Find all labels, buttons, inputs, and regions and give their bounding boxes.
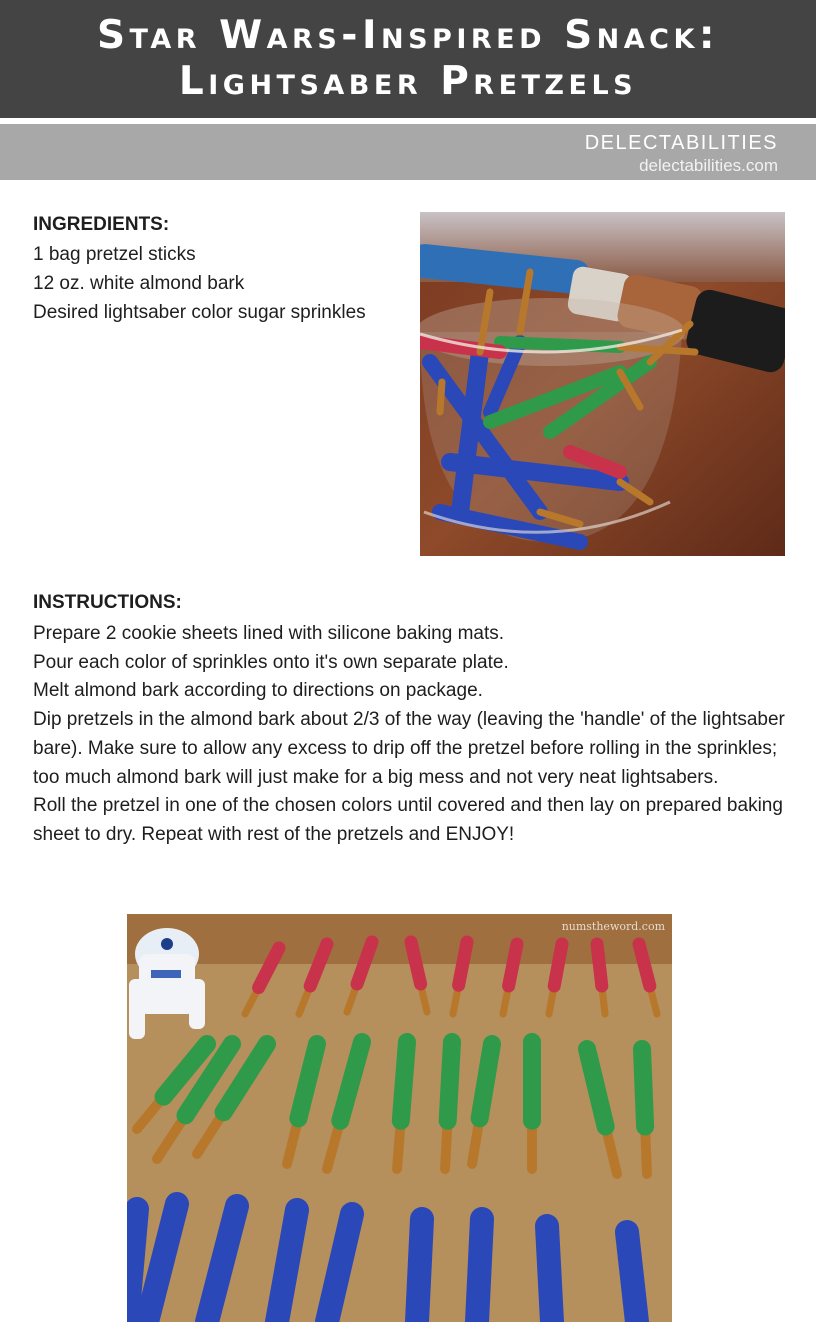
ingredients-heading: INGREDIENTS: [33,214,170,235]
coated-pretzel [509,944,517,986]
coated-pretzel [642,1049,645,1127]
coated-pretzel [554,944,562,986]
brand-name: DELECTABILITIES [584,132,778,154]
coated-pretzel [627,1232,637,1322]
photo-watermark: numstheword.com [561,920,665,933]
coated-pretzel [597,944,602,986]
coated-pretzel [401,1042,407,1121]
instruction-step: Pour each color of sprinkles onto it's own separate plate. [33,651,509,673]
coated-pretzel [448,1042,452,1121]
coated-pretzel [127,1209,137,1322]
coated-pretzel [477,1219,482,1322]
baking-sheet-illustration [127,914,672,1322]
page-title-line-2: Lightsaber Pretzels [178,59,638,104]
instructions-list [33,620,793,850]
coated-pretzel [417,1219,422,1322]
bowl-photo [420,212,785,556]
ingredient-item: 12 oz. white almond bark [33,273,245,294]
ingredient-item: 1 bag pretzel sticks [33,244,196,265]
brand-url: delectabilities.com [639,156,778,175]
instructions-heading: INSTRUCTIONS: [33,592,182,613]
coated-pretzel [459,942,467,985]
coated-pretzel [480,1044,492,1118]
ingredients-list [33,240,366,327]
instruction-step: Melt almond bark according to directions on package. [33,680,483,702]
baking-sheet-photo [127,914,672,1322]
coated-pretzel [547,1226,552,1322]
bowl-photo-illustration [420,212,785,556]
brand-banner [0,124,816,180]
page-title-line-1: Star Wars-Inspired Snack: [96,13,720,58]
instruction-step: Dip pretzels in the almond bark about 2/3 of the way (leaving the 'handle' of the lightsaber bare). Make sure to allow any excess to drip off the pretzel before rolling in the sprinkles; too much almond bark will just make for a big mess and not very neat lightsabers. [33,709,785,788]
instruction-step: Roll the pretzel in one of the chosen colors until covered and then lay on prepared baking sheet to dry. Repeat with rest of the pretzels and ENJOY! [33,795,783,845]
ingredient-item: Desired lightsaber color sugar sprinkles [33,302,366,323]
instruction-step: Prepare 2 cookie sheets lined with silicone baking mats. [33,623,505,644]
title-banner [0,0,816,118]
